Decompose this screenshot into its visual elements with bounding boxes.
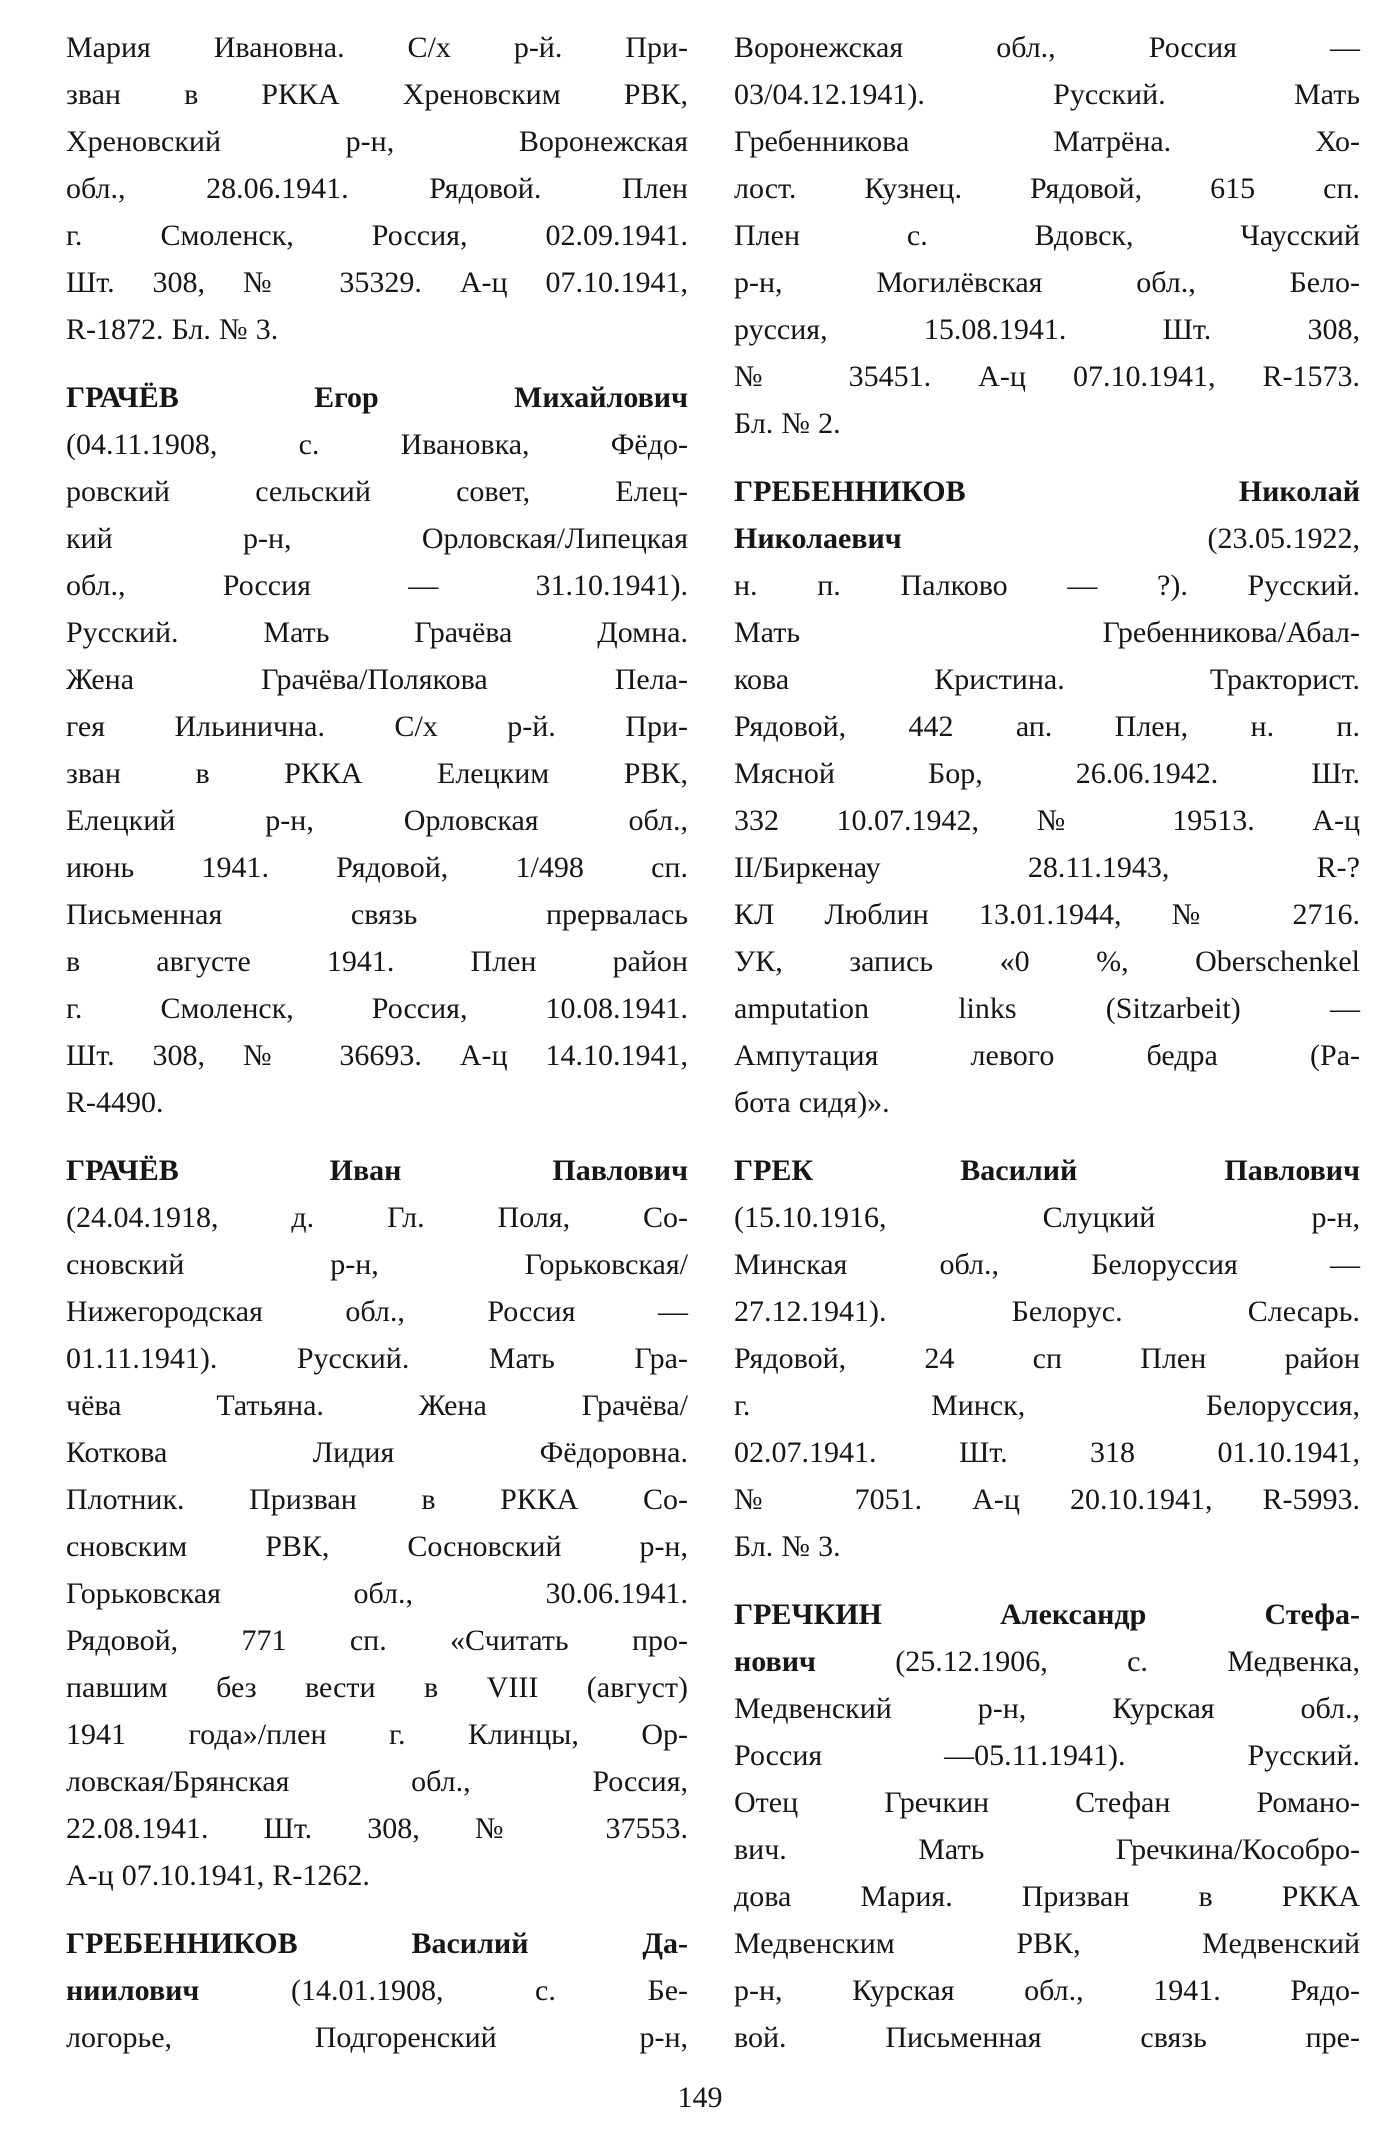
body-text: (14.01.1908, с. Бе- <box>199 1974 688 2007</box>
body-text: Бл. № 2. <box>734 407 841 440</box>
body-text: зван в РККА Хреновским РВК, <box>66 78 688 111</box>
text-line <box>66 1429 688 1476</box>
entry-paragraph <box>734 468 1360 1126</box>
body-text: 332 10.07.1942, № 19513. А-ц <box>734 804 1360 837</box>
text-line <box>734 1079 1360 1126</box>
text-line <box>66 1032 688 1079</box>
text-line <box>734 938 1360 985</box>
body-text: руссия, 15.08.1941. Шт. 308, <box>734 313 1360 346</box>
text-line <box>66 1335 688 1382</box>
body-text: кий р-н, Орловская/Липецкая <box>66 522 688 555</box>
page-number: 149 <box>677 2081 723 2114</box>
text-line <box>66 1194 688 1241</box>
text-line <box>734 844 1360 891</box>
body-text: Гребенникова Матрёна. Хо- <box>734 125 1360 158</box>
text-line <box>66 1664 688 1711</box>
body-text: Коткова Лидия Фёдоровна. <box>66 1436 688 1469</box>
text-line <box>734 400 1360 447</box>
body-text: зван в РККА Елецким РВК, <box>66 757 688 790</box>
text-line <box>66 1920 688 1967</box>
body-text: вой. Письменная связь пре- <box>734 2021 1360 2054</box>
text-line <box>66 515 688 562</box>
body-text: Воронежская обл., Россия — <box>734 31 1360 64</box>
text-line <box>734 1382 1360 1429</box>
text-line <box>734 1638 1360 1685</box>
text-line <box>66 891 688 938</box>
body-text: А-ц 07.10.1941, R-1262. <box>66 1859 370 1892</box>
text-line <box>66 24 688 71</box>
text-line <box>66 259 688 306</box>
body-text: Мясной Бор, 26.06.1942. Шт. <box>734 757 1360 790</box>
text-line <box>66 985 688 1032</box>
entry-name-bold: Николаевич <box>734 522 902 555</box>
text-line <box>66 1570 688 1617</box>
body-text: Плотник. Призван в РККА Со- <box>66 1483 688 1516</box>
entry-paragraph <box>66 374 688 1126</box>
left-column <box>66 24 688 2061</box>
body-text: Русский. Мать Грачёва Домна. <box>66 616 688 649</box>
body-text: Отец Гречкин Стефан Романо- <box>734 1786 1360 1819</box>
body-text: в августе 1941. Плен район <box>66 945 688 978</box>
body-text: ровский сельский совет, Елец- <box>66 475 688 508</box>
text-line <box>734 353 1360 400</box>
body-text: Рядовой, 771 сп. «Считать про- <box>66 1624 688 1657</box>
body-text: УК, запись «0 %, Oberschenkel <box>734 945 1360 978</box>
entry-paragraph <box>734 1147 1360 1570</box>
body-text: г. Смоленск, Россия, 10.08.1941. <box>66 992 688 1025</box>
text-line <box>66 118 688 165</box>
text-line <box>734 985 1360 1032</box>
body-text: сновский р-н, Горьковская/ <box>66 1248 688 1281</box>
text-line <box>734 259 1360 306</box>
text-line <box>734 306 1360 353</box>
text-line <box>66 1805 688 1852</box>
text-line <box>66 212 688 259</box>
body-text: Плен с. Вдовск, Чаусский <box>734 219 1360 252</box>
entry-name-bold: ГРЕК Василий Павлович <box>734 1154 1360 1187</box>
text-line <box>66 562 688 609</box>
entry-name-bold: ГРЕЧКИН Александр Стефа- <box>734 1598 1360 1631</box>
body-text: R-4490. <box>66 1086 164 1119</box>
body-text: Мария Ивановна. С/х р-й. При- <box>66 31 688 64</box>
body-text: лост. Кузнец. Рядовой, 615 сп. <box>734 172 1360 205</box>
body-text: (25.12.1906, с. Медвенка, <box>815 1645 1360 1678</box>
text-line <box>734 703 1360 750</box>
body-text: чёва Татьяна. Жена Грачёва/ <box>66 1389 688 1422</box>
body-text: Медвенский р-н, Курская обл., <box>734 1692 1360 1725</box>
text-line <box>66 1147 688 1194</box>
text-line <box>66 2014 688 2061</box>
body-text: Хреновский р-н, Воронежская <box>66 125 688 158</box>
body-text: Россия —05.11.1941). Русский. <box>734 1739 1360 1772</box>
text-line <box>734 1241 1360 1288</box>
body-text: Письменная связь прервалась <box>66 898 688 931</box>
body-text: 02.07.1941. Шт. 318 01.10.1941, <box>734 1436 1360 1469</box>
body-text: Мать Гребенникова/Абал- <box>734 616 1360 649</box>
body-text: КЛ Люблин 13.01.1944, № 2716. <box>734 898 1360 931</box>
body-text: павшим без вести в VIII (август) <box>66 1671 688 1704</box>
body-text: Жена Грачёва/Полякова Пела- <box>66 663 688 696</box>
body-text: Бл. № 3. <box>734 1530 841 1563</box>
entry-paragraph <box>66 1147 688 1899</box>
entry-paragraph <box>66 24 688 353</box>
text-line <box>66 165 688 212</box>
body-text: обл., Россия — 31.10.1941). <box>66 569 688 602</box>
text-line <box>734 891 1360 938</box>
body-text: (15.10.1916, Слуцкий р-н, <box>734 1201 1360 1234</box>
body-text: 1941 года»/плен г. Клинцы, Ор- <box>66 1718 688 1751</box>
body-text: кова Кристина. Тракторист. <box>734 663 1360 696</box>
body-text: 03/04.12.1941). Русский. Мать <box>734 78 1360 111</box>
text-line <box>66 1852 688 1899</box>
text-line <box>66 1711 688 1758</box>
body-text: р-н, Могилёвская обл., Бело- <box>734 266 1360 299</box>
text-line <box>66 750 688 797</box>
text-line <box>66 938 688 985</box>
body-text: Горьковская обл., 30.06.1941. <box>66 1577 688 1610</box>
text-line <box>734 1194 1360 1241</box>
text-line <box>66 797 688 844</box>
text-line <box>734 1826 1360 1873</box>
text-line <box>66 1476 688 1523</box>
text-line <box>66 703 688 750</box>
entry-name-bold: нович <box>734 1645 816 1678</box>
text-line <box>66 1523 688 1570</box>
text-line <box>734 750 1360 797</box>
entry-name-bold: ниилович <box>66 1974 200 2007</box>
body-text: (23.05.1922, <box>901 522 1360 555</box>
text-line <box>66 609 688 656</box>
body-text: бота сидя)». <box>734 1086 890 1119</box>
body-text: Шт. 308, № 36693. А-ц 14.10.1941, <box>66 1039 688 1072</box>
text-line <box>734 1779 1360 1826</box>
text-line <box>66 1241 688 1288</box>
body-text: II/Биркенау 28.11.1943, R-? <box>734 851 1360 884</box>
text-line <box>734 24 1360 71</box>
text-line <box>734 1147 1360 1194</box>
body-text: R-1872. Бл. № 3. <box>66 313 279 346</box>
text-line <box>734 1732 1360 1779</box>
body-text: Нижегородская обл., Россия — <box>66 1295 688 1328</box>
body-text: сновским РВК, Сосновский р-н, <box>66 1530 688 1563</box>
body-text: 27.12.1941). Белорус. Слесарь. <box>734 1295 1360 1328</box>
text-line <box>734 165 1360 212</box>
text-line <box>734 1685 1360 1732</box>
body-text: amputation links (Sitzarbeit) — <box>734 992 1360 1025</box>
text-line <box>734 1335 1360 1382</box>
body-text: г. Минск, Белоруссия, <box>734 1389 1360 1422</box>
entry-paragraph <box>734 1591 1360 2061</box>
entry-name-bold: ГРАЧЁВ Егор Михайлович <box>66 381 688 414</box>
body-text: р-н, Курская обл., 1941. Рядо- <box>734 1974 1360 2007</box>
text-line <box>66 1758 688 1805</box>
body-text: (04.11.1908, с. Ивановка, Фёдо- <box>66 428 688 461</box>
text-line <box>734 515 1360 562</box>
text-line <box>734 656 1360 703</box>
text-line <box>66 1382 688 1429</box>
body-text: вич. Мать Гречкина/Кособро- <box>734 1833 1360 1866</box>
body-text: № 35451. А-ц 07.10.1941, R-1573. <box>734 360 1360 393</box>
entry-paragraph <box>66 1920 688 2061</box>
body-text: Елецкий р-н, Орловская обл., <box>66 804 688 837</box>
body-text: логорье, Подгоренский р-н, <box>66 2021 688 2054</box>
body-text: № 7051. А-ц 20.10.1941, R-5993. <box>734 1483 1360 1516</box>
text-line <box>66 306 688 353</box>
text-line <box>734 1523 1360 1570</box>
body-text: дова Мария. Призван в РККА <box>734 1880 1360 1913</box>
text-line <box>734 1967 1360 2014</box>
body-text: Минская обл., Белоруссия — <box>734 1248 1360 1281</box>
body-text: гея Ильинична. С/х р-й. При- <box>66 710 688 743</box>
text-line <box>734 468 1360 515</box>
body-text: г. Смоленск, Россия, 02.09.1941. <box>66 219 688 252</box>
entry-paragraph <box>734 24 1360 447</box>
body-text: Рядовой, 24 сп Плен район <box>734 1342 1360 1375</box>
text-line <box>66 1617 688 1664</box>
entry-name-bold: ГРЕБЕННИКОВ Василий Да- <box>66 1927 688 1960</box>
text-line <box>734 1032 1360 1079</box>
text-line <box>66 1079 688 1126</box>
text-line <box>734 562 1360 609</box>
body-text: Шт. 308, № 35329. А-ц 07.10.1941, <box>66 266 688 299</box>
text-line <box>66 71 688 118</box>
text-line <box>734 118 1360 165</box>
text-line <box>734 1920 1360 1967</box>
text-line <box>734 1429 1360 1476</box>
text-line <box>734 797 1360 844</box>
text-line <box>66 844 688 891</box>
text-line <box>66 1967 688 2014</box>
text-line <box>734 1873 1360 1920</box>
body-text: 01.11.1941). Русский. Мать Гра- <box>66 1342 688 1375</box>
body-text: Ампутация левого бедра (Ра- <box>734 1039 1360 1072</box>
text-line <box>734 1591 1360 1638</box>
body-text: июнь 1941. Рядовой, 1/498 сп. <box>66 851 688 884</box>
text-line <box>66 468 688 515</box>
text-line <box>734 71 1360 118</box>
text-line <box>66 1288 688 1335</box>
body-text: (24.04.1918, д. Гл. Поля, Со- <box>66 1201 688 1234</box>
body-text: Рядовой, 442 ап. Плен, н. п. <box>734 710 1360 743</box>
body-text: 22.08.1941. Шт. 308, № 37553. <box>66 1812 688 1845</box>
text-line <box>734 1476 1360 1523</box>
body-text: н. п. Палково — ?). Русский. <box>734 569 1360 602</box>
right-column <box>734 24 1360 2061</box>
entry-name-bold: ГРАЧЁВ Иван Павлович <box>66 1154 688 1187</box>
entry-name-bold: ГРЕБЕННИКОВ Николай <box>734 475 1360 508</box>
text-line <box>66 656 688 703</box>
body-text: Медвенским РВК, Медвенский <box>734 1927 1360 1960</box>
text-line <box>734 2014 1360 2061</box>
text-line <box>734 1288 1360 1335</box>
text-line <box>66 374 688 421</box>
text-line <box>734 212 1360 259</box>
text-line <box>734 609 1360 656</box>
text-columns <box>66 24 1360 2061</box>
text-line <box>66 421 688 468</box>
body-text: обл., 28.06.1941. Рядовой. Плен <box>66 172 688 205</box>
body-text: ловская/Брянская обл., Россия, <box>66 1765 688 1798</box>
